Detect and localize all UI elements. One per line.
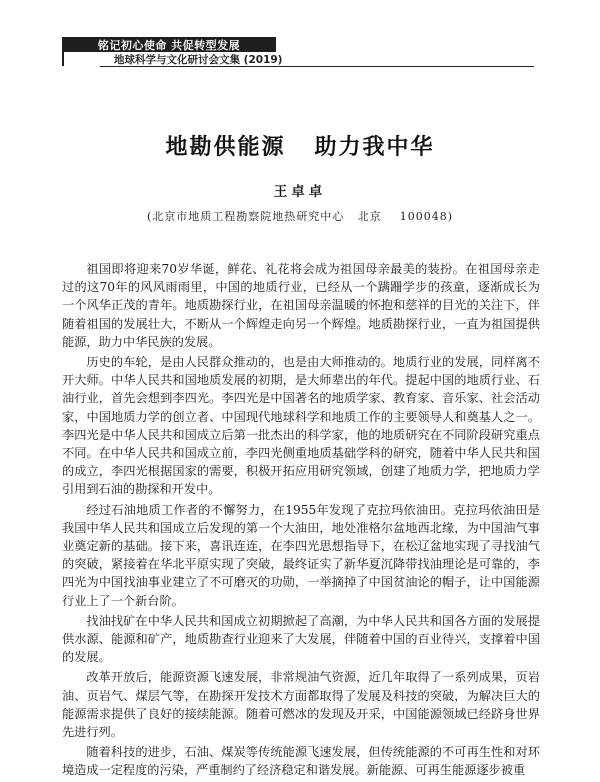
body-paragraph: 经过石油地质工作者的不懈努力，在1955年发现了克拉玛依油田。克拉玛依油田是我国中华人民共和国成立后发现的第一个大油田，地处准格尔盆地西北缘，为中国油气事业奠定新的基础。接下来，喜讯连连，在李四光思想指导下，在松辽盆地实现了寻找油气的突破，紧接着在华北平原实现了突破，最终证实了新华夏沉降带找油理论是可靠的，李四光为中国找油事业建立了不可磨灭的功勋，一举摘掉了中国贫油论的帽子，让中国能源行业上了一个新台阶。: [62, 502, 540, 608]
article-affiliation: (北京市地质工程勘察院地热研究中心 北京 100048): [146, 210, 454, 223]
article-title: 地勘供能源 助力我中华: [165, 135, 435, 160]
article-body: [62, 260, 540, 782]
body-paragraph: 改革开放后，能源资源飞速发展，非常规油气资源，近几年取得了一系列成果，页岩油、页岩气、煤层气等，在勘探开发技术方面都取得了发展及科技的突破，为解决巨大的能源需求提供了良好的接续能源。随着可燃冰的发现及开采，中国能源领域已经跻身世界先进行列。: [62, 670, 540, 740]
header-subtitle: 地球科学与文化研讨会文集 (2019): [114, 54, 283, 66]
body-paragraph: 祖国即将迎来70岁华诞，鲜花、礼花将会成为祖国母亲最美的装扮。在祖国母亲走过的这70年的风风雨雨里，中国的地质行业，已经从一个蹒跚学步的孩童，逐渐成长为一个风华正茂的青年。地质勘探行业，在祖国母亲温暖的怀抱和慈祥的目光的关注下，伴随着祖国的发展壮大，不断从一个辉煌走向另一个辉煌。地质勘探行业，一直为祖国提供能源，助力中华民族的发展。: [62, 262, 540, 349]
header-banner-text: 铭记初心使命 共促转型发展: [97, 38, 241, 52]
header-accent-bar: [62, 52, 102, 66]
article-author: 王卓卓: [273, 184, 327, 200]
body-paragraph: 找油找矿在中华人民共和国成立初期掀起了高潮，为中华人民共和国各方面的发展提供水源、能源和矿产，地质勘查行业迎来了大发展，伴随着中国的百业待兴，支撑着中国的发展。: [62, 613, 540, 665]
body-paragraph: 历史的车轮，是由人民群众推动的，也是由大师推动的。地质行业的发展，同样离不开大师。中华人民共和国地质发展的初期，是大师辈出的年代。提起中国的地质行业、石油行业，首先会想到李四光。李四光是中国著名的地质学家、教育家、音乐家、社会活动家，中国地质力学的创立者、中国现代地球科学和地质工作的主要领导人和奠基人之一。李四光是中华人民共和国成立后第一批杰出的科学家，他的地质研究在不同阶段研究重点不同。在中华人民共和国成立前，李四光侧重地质基础学科的研究，随着中华人民共和国的成立，李四光根据国家的需要，积极开拓应用研究领域，创建了地质力学，把地质力学引用到石油的勘探和开发中。: [62, 355, 540, 497]
body-paragraph: 随着科技的进步，石油、煤炭等传统能源飞速发展，但传统能源的不可再生性和对环境造成一定程度的污染，严重制约了经济稳定和谐发展。新能源、可再生能源逐步被重: [62, 745, 540, 778]
header-divider: [100, 66, 534, 67]
header-banner: [62, 37, 276, 52]
